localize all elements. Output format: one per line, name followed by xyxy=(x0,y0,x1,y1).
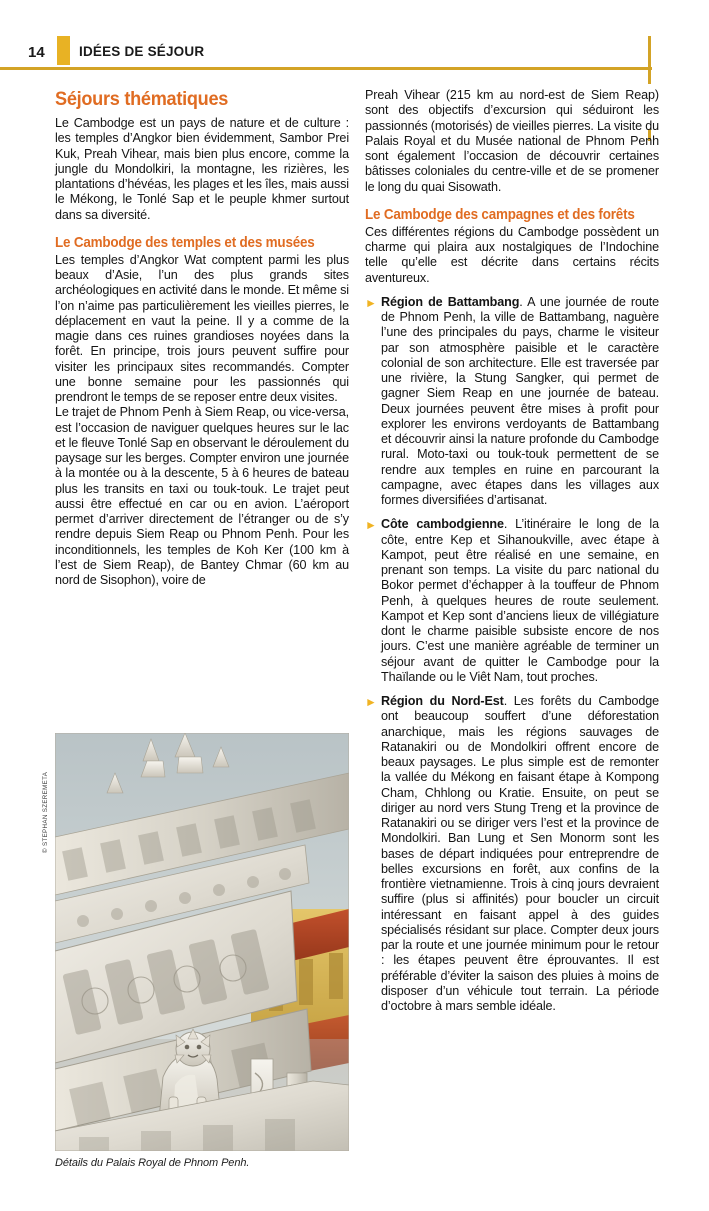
bullet-item-nord-est xyxy=(365,694,659,1014)
photo-credit-text: © STEPHAN SZEREMETA xyxy=(42,771,49,853)
page-title: Séjours thématiques xyxy=(55,88,229,110)
photo-credit xyxy=(42,633,52,853)
photo-image xyxy=(55,733,349,1151)
bullet-arrow-icon: ► xyxy=(365,518,377,533)
bullet-lead-label: Côte cambodgienne xyxy=(381,517,504,532)
subheading-campagnes: Le Cambodge des campagnes et des forêts xyxy=(365,206,635,223)
left-column xyxy=(55,88,349,588)
header-divider-rule xyxy=(0,67,652,70)
bullet-body-text: . A une journée de route de Phnom Penh, la ville de Battambang, naguère l’une des principales du pays, charme le visiteur par son atmosphère paisible et le caractère colonial de son architecture. Elle est traversée par une rivière, la Stung Sangker, qui permet de gagner Siem Reap en une journée de bateau. Deux journées peuvent être mises à profit pour explorer les environs verdoyants de Battambang et découvrir ainsi la nature profonde du Cambodge rural. Moto-taxi ou touk-touk permettent de se rendre aux temples en ruine en parcourant la campagne, avec étapes dans les villages aux formes diversifiées d’artisanat. xyxy=(381,294,659,507)
bullet-arrow-icon: ► xyxy=(365,295,377,310)
continuation-paragraph: Preah Vihear (215 km au nord-est de Siem Reap) sont des objectifs d’excursion qui séduiront les passionnés (motorisés) de vieilles pierres. La visite du Palais Royal et du Musée national de Phnom Penh sont également l’occasion de découvrir certaines bâtisses coloniales du centre-ville et de se promener le long du quai Sisowath. xyxy=(365,88,659,194)
campagnes-intro-paragraph: Ces différentes régions du Cambodge possèdent un charme qui plaira aux nostalgiques de l’Indochine telle qu’elle est décrite dans certains récits aventureux. xyxy=(365,224,659,285)
photo-figure xyxy=(42,733,349,1151)
bullet-lead-label: Région du Nord-Est xyxy=(381,694,504,708)
photo-caption: Détails du Palais Royal de Phnom Penh. xyxy=(55,1157,250,1169)
header-section-title: IDÉES DE SÉJOUR xyxy=(79,44,205,59)
bullet-body-text: . L’itinéraire le long de la côte, entre Kep et Sihanoukville, avec étape à Kampot, peut être réalisé en une semaine, en prenant son temps. La visite du parc national du Bokor permet d’échapper à la touffeur de Phnom Penh, à quelques heures de route seulement. Kampot et Kep sont d’anciens lieux de villégiature dont le charme paisible subsiste encore de nos jours. C’est une manière agréable de terminer un séjour avant de quitter le Cambodge pour la Thaïlande ou le Viêt Nam, tout proches. xyxy=(381,517,659,684)
edge-marker-rule xyxy=(648,36,651,84)
temples-paragraph-2: Le trajet de Phnom Penh à Siem Reap, ou vice-versa, est l’occasion de naviguer quelques heures sur le lac et le fleuve Tonlé Sap en observant le déroulement du paysage sur les berges. Compter environ une journée à la montée ou à la descente, 5 à 6 heures de bateau plus les transits en taxi ou touk-touk. Le trajet peut aussi être effectué en car ou en avion. L’aéroport permet d’arriver directement de l’étranger ou de s’y rendre depuis Siem Reap ou Phnom Penh. Pour les inconditionnels, les temples de Koh Ker (100 km à l’est de Siem Reap), de Bantey Chmar (60 km au nord de Sisophon), voire de xyxy=(55,405,349,587)
page-header xyxy=(0,36,709,70)
page-number: 14 xyxy=(28,44,45,61)
header-color-tab xyxy=(57,36,70,65)
right-column xyxy=(365,88,659,1014)
bullet-item-battambang xyxy=(365,295,659,509)
temples-paragraph-1: Les temples d’Angkor Wat comptent parmi les plus beaux d’Asie, l’un des plus grands sites archéologiques en activité dans le monde. Et même si l’on n’aime pas particulièrement les vieilles pierres, le déplacement en vaut la peine. Il y a comme de la magie dans ces ruines grandioses noyées dans la forêt. En principe, trois jours peuvent suffire pour visiter les principaux sites recommandés. Compter une bonne semaine pour les passionnés qui prendront le temps de se reposer entre deux visites. xyxy=(55,252,349,404)
bullet-body-text: . Les forêts du Cambodge ont beaucoup souffert d’une déforestation anarchique, mais les régions sauvages de Ratanakiri ou de Mondolkiri offrent encore de beaux paysages. Le plus simple est de remonter la vallée du Mékong en faisant étape à Kompong Cham, Chhlong ou Kratie. Ensuite, on peut se diriger au nord vers Stung Treng et la province de Ratanakiri ou se diriger vers l’est et la province de Mondolkiri. Ban Lung et Sen Monorm sont les bases de départ indiquées pour entreprendre de belles excursions en forêt, aux confins de la frontière vietnamienne. Trois à cinq jours devraient suffire (plus si affinités) pour boucler un circuit intéressant en faisant appel à des guides spécialisés résidant sur place. Compter deux jours par la route et une journée minimum pour le retour : les étapes peuvent être éprouvantes. Il est préférable d’éviter la saison des pluies à moins de disposer d’un véhicule tout terrain. La période d’octobre à mars semble idéale. xyxy=(381,694,659,1013)
subheading-temples: Le Cambodge des temples et des musées xyxy=(55,234,315,251)
bullet-item-cote xyxy=(365,517,659,685)
bullet-arrow-icon: ► xyxy=(365,695,377,709)
intro-paragraph: Le Cambodge est un pays de nature et de culture : les temples d’Angkor bien évidemment, Sambor Prei Kuk, Preah Vihear, mais bien plus encore, comme la jungle du Mondolkiri, la montagne, les rizières, les plantations d’hévéas, les plages et les îles, mais aussi le Mékong, le Tonlé Sap et le peuple khmer surtout dans sa diversité. xyxy=(55,116,349,222)
bullet-lead-label: Région de Battambang xyxy=(381,294,520,309)
